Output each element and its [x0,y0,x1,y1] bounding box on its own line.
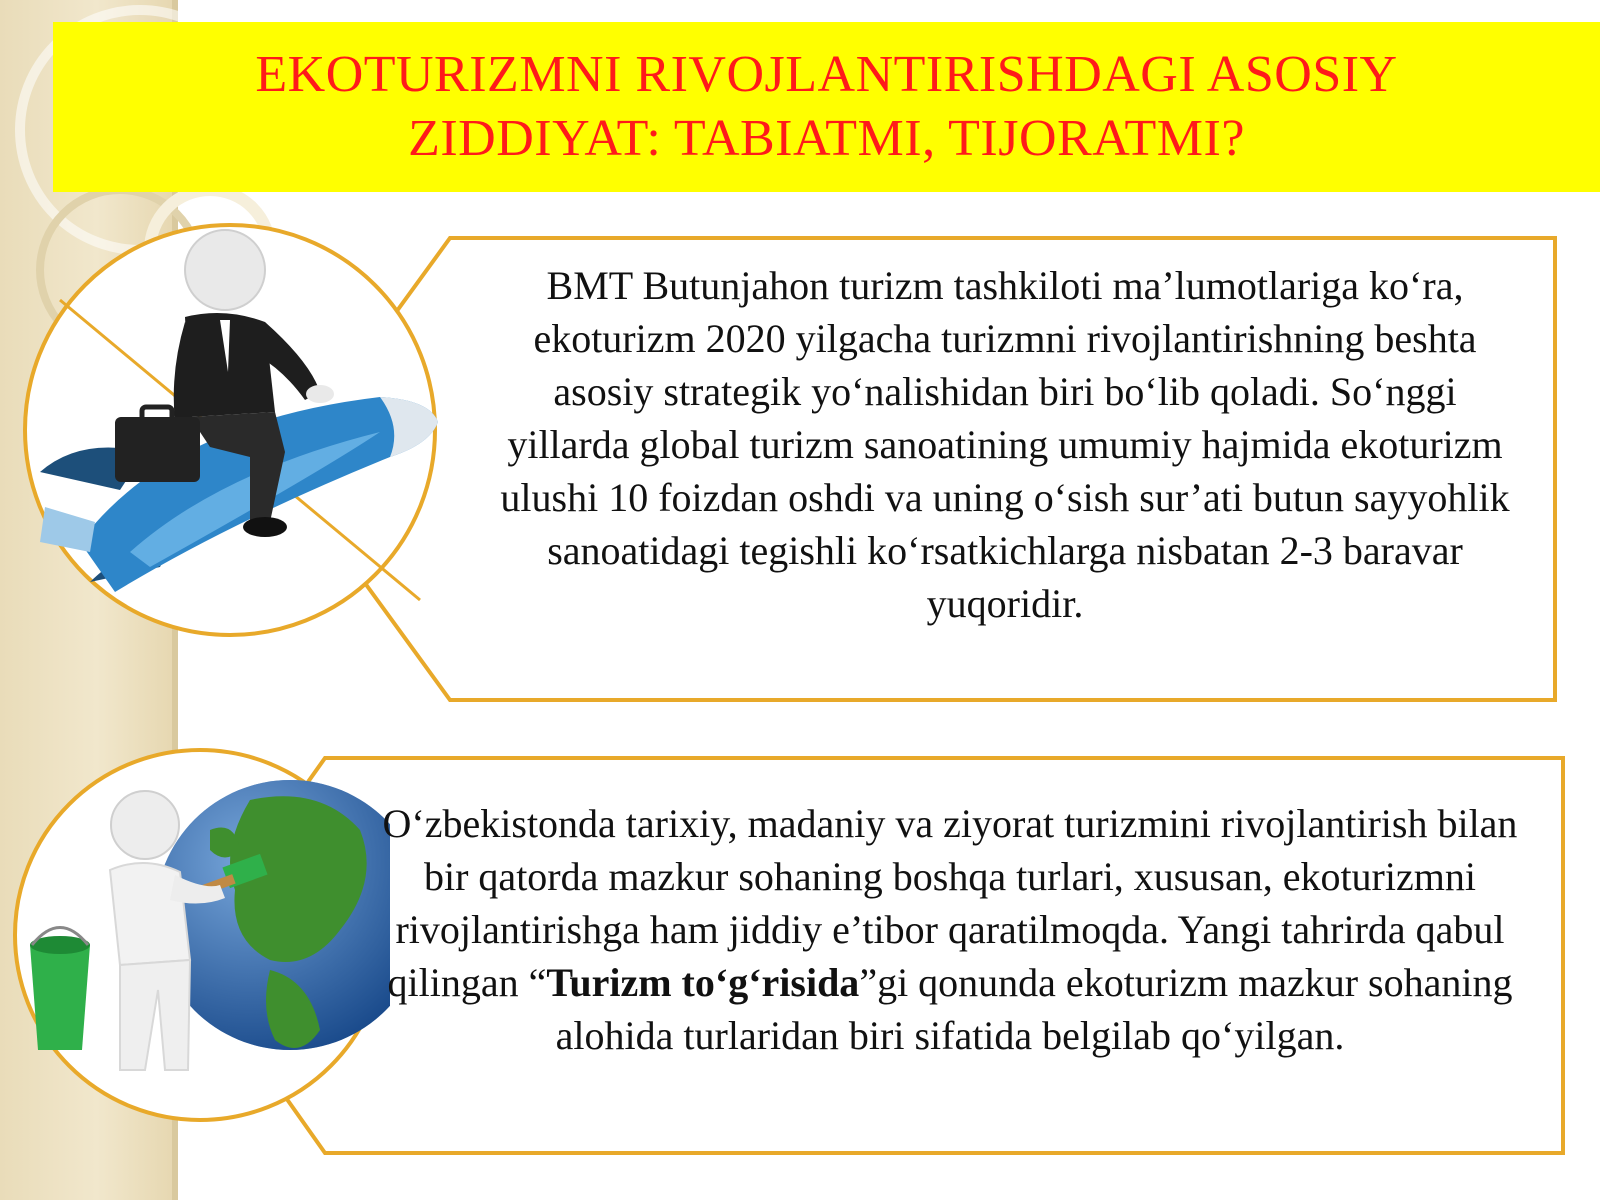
law-name-bold: Turizm to‘g‘risida [546,960,860,1005]
panel-top-text: BMT Butunjahon turizm tashkiloti ma’lumotlariga ko‘ra, ekoturizm 2020 yilgacha turizmni rivojlantirishning beshta asosiy strategik yo‘nalishidan biri bo‘lib qoladi. So‘nggi yillarda global turizm sanoatining umumiy hajmida ekoturizm ulushi 10 foizdan oshdi va uning o‘sish sur’ati butun sayyohlik sanoatidagi tegishli ko‘rsatkichlarga nisbatan 2-3 baravar yuqoridir. [500,263,1510,626]
panel-bottom-text-end: ”gi qonunda ekoturizm mazkur sohaning alohida turlaridan biri sifatida belgilab qo‘yilgan. [555,960,1513,1058]
title-line-2: ZIDDIYAT: TABIATMI, TIJORATMI? [408,110,1245,167]
panel-bottom-text [365,797,1535,1062]
businessman-rocket-illustration [20,222,440,642]
panel-bottom-text-start: O‘zbekistonda tarixiy, madaniy va ziyorat turizmini rivojlantirish bilan bir qatorda mazkur sohaning boshqa turlari, xususan, ekoturizmni rivojlantirishga ham jiddiy e’tibor qaratilmoqda. Yangi tahrirda qabul qilingan “ [382,801,1518,1005]
globe-painting-illustration [20,740,390,1130]
title-line-1: EKOTURIZMNI RIVOJLANTIRISHDAGI ASOSIY [255,46,1398,103]
